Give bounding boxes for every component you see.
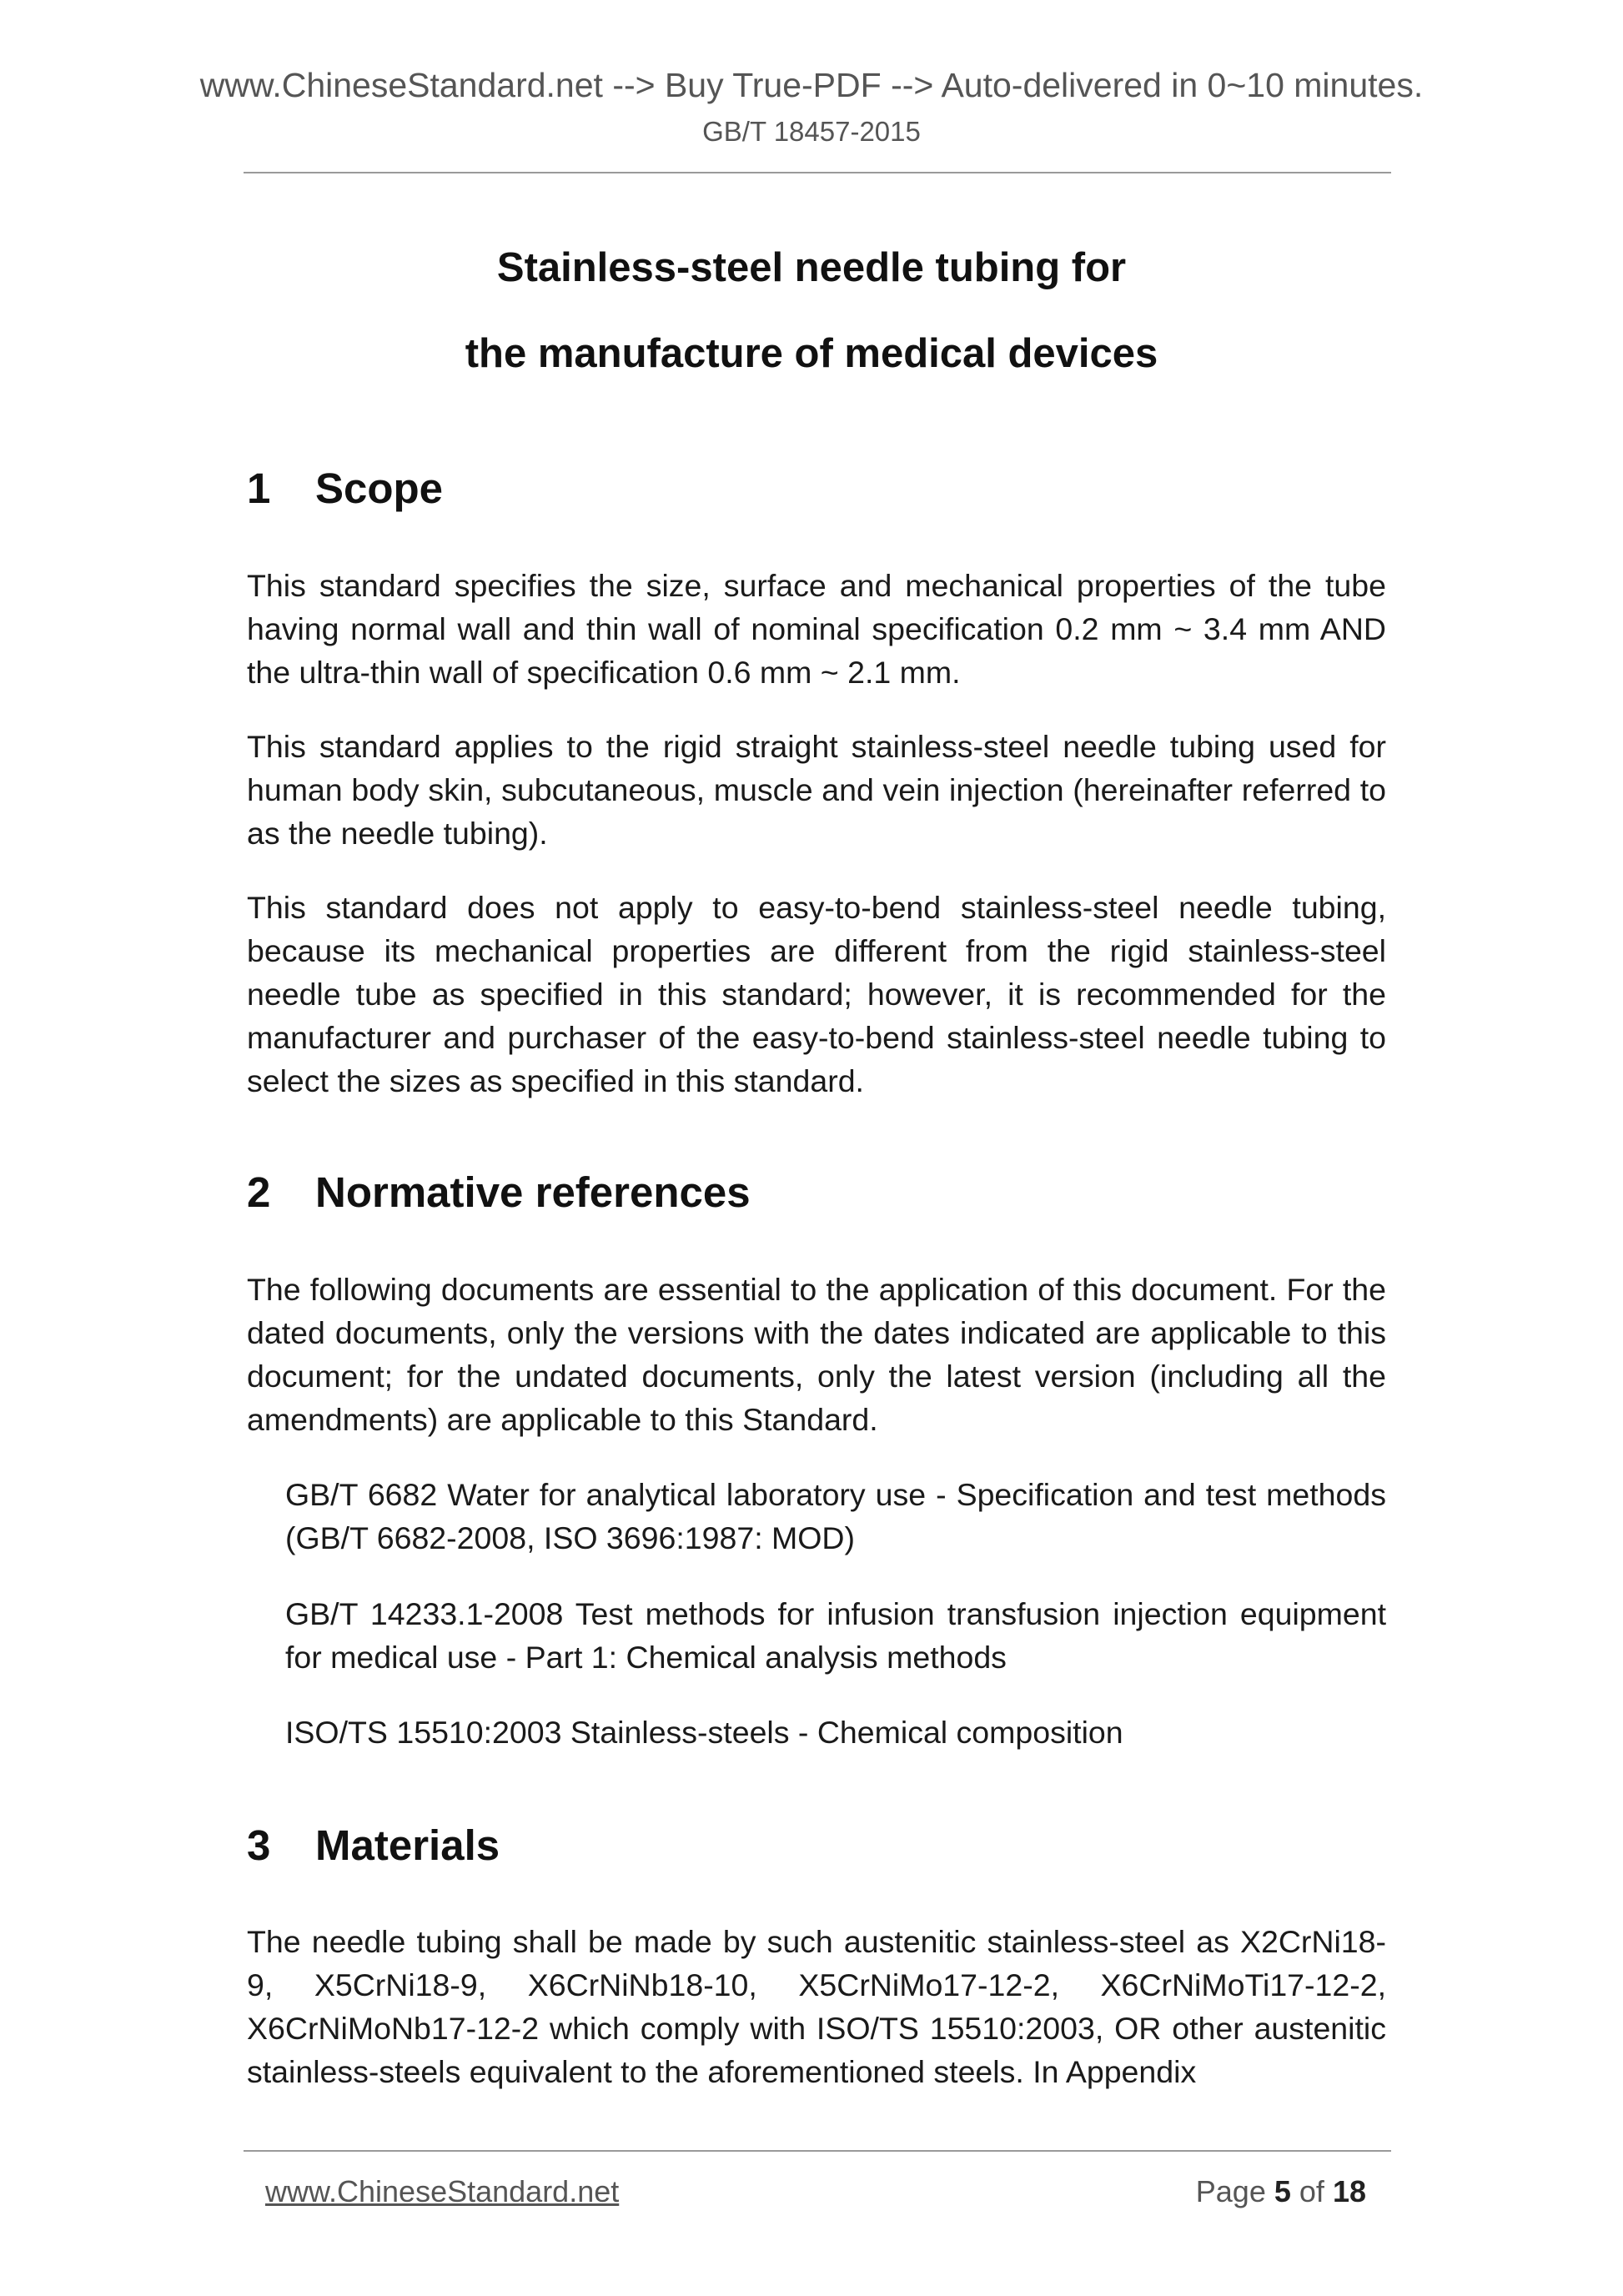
footer-website-link[interactable]: www.ChineseStandard.net xyxy=(265,2174,620,2208)
current-page-number: 5 xyxy=(1274,2174,1291,2208)
document-title-line-2: the manufacture of medical devices xyxy=(465,331,1158,376)
section-number: 1 xyxy=(247,465,271,512)
page-label: Page xyxy=(1195,2174,1266,2208)
section-heading-normative-references xyxy=(247,1168,751,1218)
document-title-line-1: Stainless-steel needle tubing for xyxy=(496,245,1127,290)
paragraph: This standard applies to the rigid straight stainless-steel needle tubing used for human body skin, subcutaneous, muscle and vein injection (hereinafter referred to as the needle tubing). xyxy=(247,729,1386,851)
page-indicator xyxy=(1196,2173,1366,2210)
section-title: Materials xyxy=(315,1821,500,1869)
paragraph: This standard specifies the size, surface and mechanical properties of the tube having normal wall and thin wall of nominal specification 0.2 mm ~ 3.4 mm AND the ultra-thin wall of specification 0.6 mm ~ 2.1 mm. xyxy=(247,568,1386,690)
footer-divider xyxy=(244,2150,1391,2152)
section-number: 2 xyxy=(247,1168,271,1216)
paragraph: The needle tubing shall be made by such austenitic stainless-steel as X2CrNi18-9, X5CrNi18-9, X6CrNiNb18-10, X5CrNiMo17-12-2, X6CrNiMoTi17-12-2, X6CrNiMoNb17-12-2 which comply with ISO/TS 15510:2003, OR other austenitic stainless-steels equivalent to the aforementioned steels. In Appendix xyxy=(247,1924,1386,2089)
reference-item: GB/T 6682 Water for analytical laboratory use - Specification and test methods (GB/T 6682-2008, ISO 3696:1987: MOD) xyxy=(285,1477,1386,1555)
header-banner[interactable]: www.ChineseStandard.net --> Buy True-PDF --> Auto-delivered in 0~10 minutes. xyxy=(199,66,1424,104)
total-page-count: 18 xyxy=(1332,2174,1366,2208)
section-heading-scope xyxy=(247,464,443,514)
paragraph: The following documents are essential to the application of this document. For the dated documents, only the versions with the dates indicated are applicable to this document; for the undated documents, only the latest version (including all the amendments) are applicable to this Standard. xyxy=(247,1272,1386,1437)
page-of-label: of xyxy=(1299,2174,1324,2208)
paragraph: This standard does not apply to easy-to-bend stainless-steel needle tubing, because its mechanical properties are different from the rigid stainless-steel needle tube as specified in this standard; however, it is recommended for the manufacturer and purchaser of the easy-to-bend stainless-steel needle tubing to select the sizes as specified in this standard. xyxy=(247,890,1386,1098)
header-standard-code: GB/T 18457-2015 xyxy=(702,116,921,147)
section-title: Normative references xyxy=(315,1168,751,1216)
header-divider xyxy=(244,172,1391,173)
reference-item: ISO/TS 15510:2003 Stainless-steels - Chemical composition xyxy=(285,1715,1123,1750)
section-heading-materials xyxy=(247,1821,500,1871)
section-title: Scope xyxy=(315,465,444,512)
section-number: 3 xyxy=(247,1821,271,1869)
reference-item: GB/T 14233.1-2008 Test methods for infusion transfusion injection equipment for medical use - Part 1: Chemical analysis methods xyxy=(285,1596,1386,1675)
